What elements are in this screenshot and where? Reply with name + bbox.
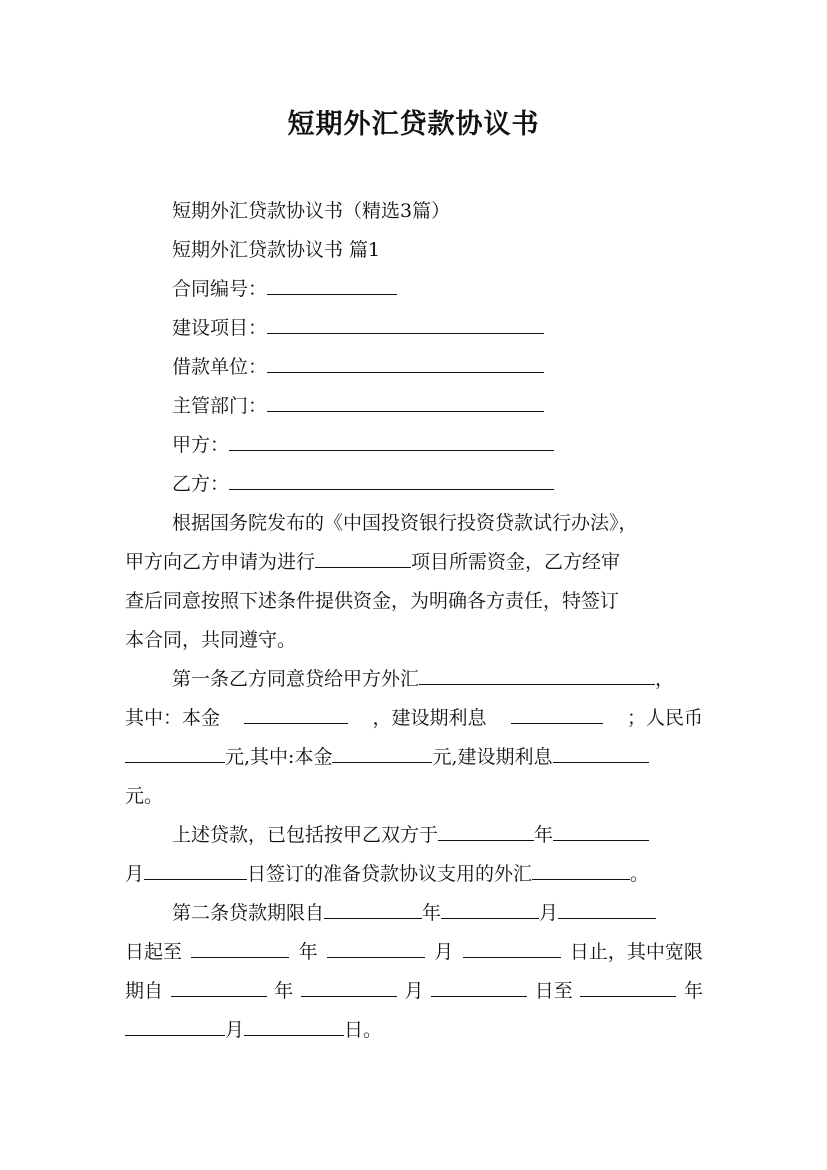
- blank-line: [324, 900, 422, 919]
- blank-line: [315, 549, 411, 568]
- blank-line: [191, 939, 289, 958]
- blank-line: [532, 861, 630, 880]
- blank-line: [267, 354, 544, 373]
- section-heading: 短期外汇贷款协议书 篇1: [172, 239, 381, 261]
- blank-line: [171, 978, 267, 997]
- para4-line2: 日起至 年 月 日止，其中宽限: [125, 941, 703, 963]
- blank-line: [558, 900, 656, 919]
- blank-line: [144, 861, 247, 880]
- blank-line: [511, 705, 603, 724]
- para4-line3: 期自 年 月 日至 年: [125, 980, 703, 1002]
- para1-line2: 甲方向乙方申请为进行 项目所需资金，乙方经审: [125, 551, 621, 573]
- blank-line: [431, 978, 527, 997]
- field-authority: [172, 393, 544, 419]
- field-project: [172, 315, 544, 341]
- blank-line: [267, 393, 544, 412]
- blank-line: [553, 744, 649, 763]
- blank-line: [244, 1017, 344, 1036]
- blank-line: [419, 666, 655, 685]
- para3-line1: 上述贷款，已包括按甲乙双方于 年: [172, 822, 649, 848]
- blank-line: [267, 276, 397, 295]
- para1-line1: 根据国务院发布的《中国投资银行投资贷款试行办法》，: [172, 512, 638, 534]
- field-borrower: [172, 354, 544, 380]
- blank-line: [244, 705, 348, 724]
- field-label: 乙方：: [172, 473, 230, 495]
- blank-line: [438, 822, 534, 841]
- document-title: 短期外汇贷款协议书: [287, 109, 540, 140]
- blank-line: [229, 471, 554, 490]
- field-label: 建设项目：: [172, 317, 268, 339]
- para2-line1: 第一条乙方同意贷给甲方外汇 ，: [172, 668, 675, 690]
- blank-line: [301, 978, 397, 997]
- blank-line: [332, 744, 432, 763]
- para2-line3: 元,其中:本金 元,建设期利息: [125, 744, 649, 770]
- blank-line: [125, 744, 225, 763]
- field-label: 甲方：: [172, 434, 230, 456]
- para1-line3: 查后同意按照下述条件提供资金，为明确各方责任，特签订: [125, 590, 620, 612]
- field-contract-no: [172, 276, 397, 302]
- para2-line2: 其中：本金 ，建设期利息 ；人民币: [125, 707, 703, 729]
- blank-line: [229, 432, 554, 451]
- para3-line2: 月 日签订的准备贷款协议支用的外汇 。: [125, 863, 650, 885]
- blank-line: [125, 1017, 225, 1036]
- para1-line4: 本合同，共同遵守。: [125, 629, 297, 651]
- blank-line: [580, 978, 676, 997]
- field-label: 借款单位：: [172, 356, 268, 378]
- field-party-b: [172, 471, 554, 497]
- para4-line1: 第二条贷款期限自 年 月: [172, 900, 656, 926]
- field-party-a: [172, 432, 554, 458]
- blank-line: [463, 939, 561, 958]
- blank-line: [553, 822, 649, 841]
- subtitle: 短期外汇贷款协议书（精选3篇）: [172, 200, 451, 222]
- field-label: 主管部门：: [172, 395, 268, 417]
- para4-line4: 月 日。: [125, 1017, 382, 1043]
- blank-line: [441, 900, 539, 919]
- blank-line: [267, 315, 544, 334]
- para2-line4: 元。: [125, 785, 164, 807]
- field-label: 合同编号：: [172, 278, 268, 300]
- blank-line: [327, 939, 425, 958]
